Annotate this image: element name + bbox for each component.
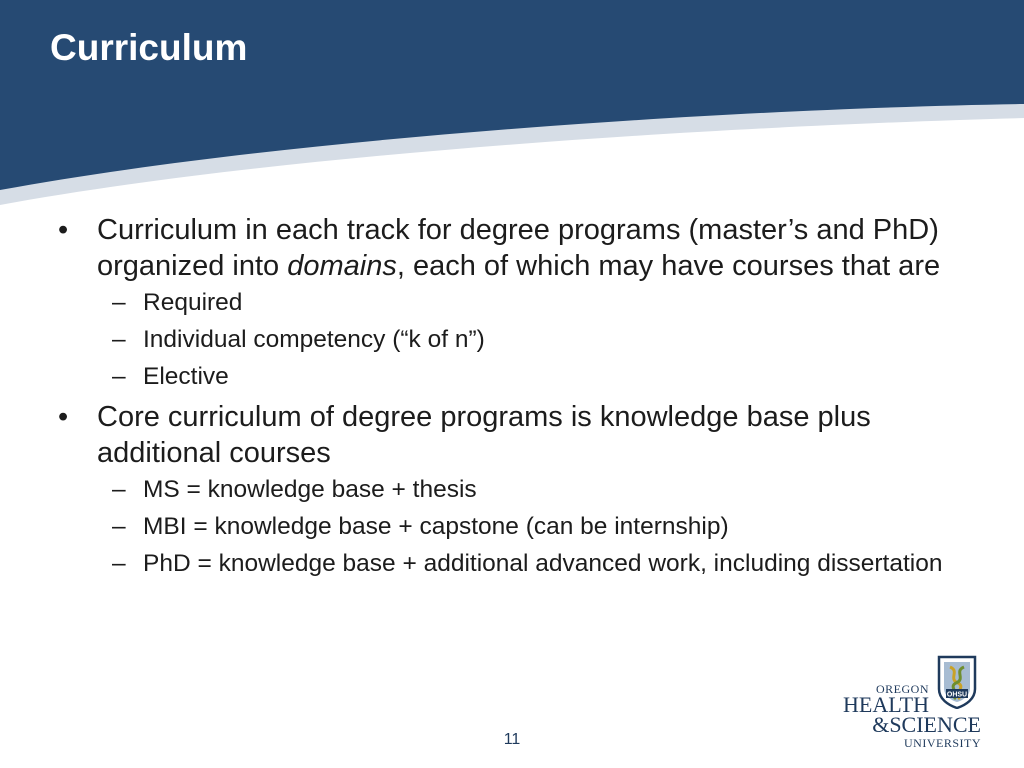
svg-text:OHSU: OHSU: [946, 691, 968, 699]
sub-item: – Elective: [112, 363, 229, 390]
sub-item: – Required: [112, 289, 243, 316]
sub-item: – MS = knowledge base + thesis: [112, 476, 477, 503]
domains-emphasis: domains: [287, 250, 397, 282]
sub-list: [97, 475, 958, 579]
slide-title: Curriculum: [50, 27, 248, 68]
sub-item: – Individual competency (“k of n”): [112, 326, 485, 353]
bullet-item: [58, 399, 958, 579]
sub-list: [97, 288, 958, 392]
sub-item: – MBI = knowledge base + capstone (can be internship): [112, 513, 729, 540]
ohsu-logo: [843, 655, 981, 751]
bullet-marker: •: [58, 214, 69, 246]
logo-science-text: &SCIENCE: [872, 712, 981, 737]
bullet-text: Core curriculum of degree programs is knowledge base plus additional courses: [97, 401, 871, 469]
logo-university-text: UNIVERSITY: [904, 736, 981, 750]
ohsu-shield-icon: [936, 655, 978, 709]
slide-content: [58, 208, 958, 586]
logo-health-text: HEALTH: [843, 692, 929, 717]
bullet-text: Curriculum in each track for degree programs (master’s and PhD) organized into domains, each of which may have courses that are: [97, 214, 941, 282]
sub-item: – PhD = knowledge base + additional advanced work, including dissertation: [112, 550, 943, 577]
page-number: 11: [503, 731, 521, 748]
bullet-marker: •: [58, 401, 69, 433]
logo-oregon-text: OREGON: [876, 682, 929, 696]
bullet-item: [58, 212, 958, 392]
